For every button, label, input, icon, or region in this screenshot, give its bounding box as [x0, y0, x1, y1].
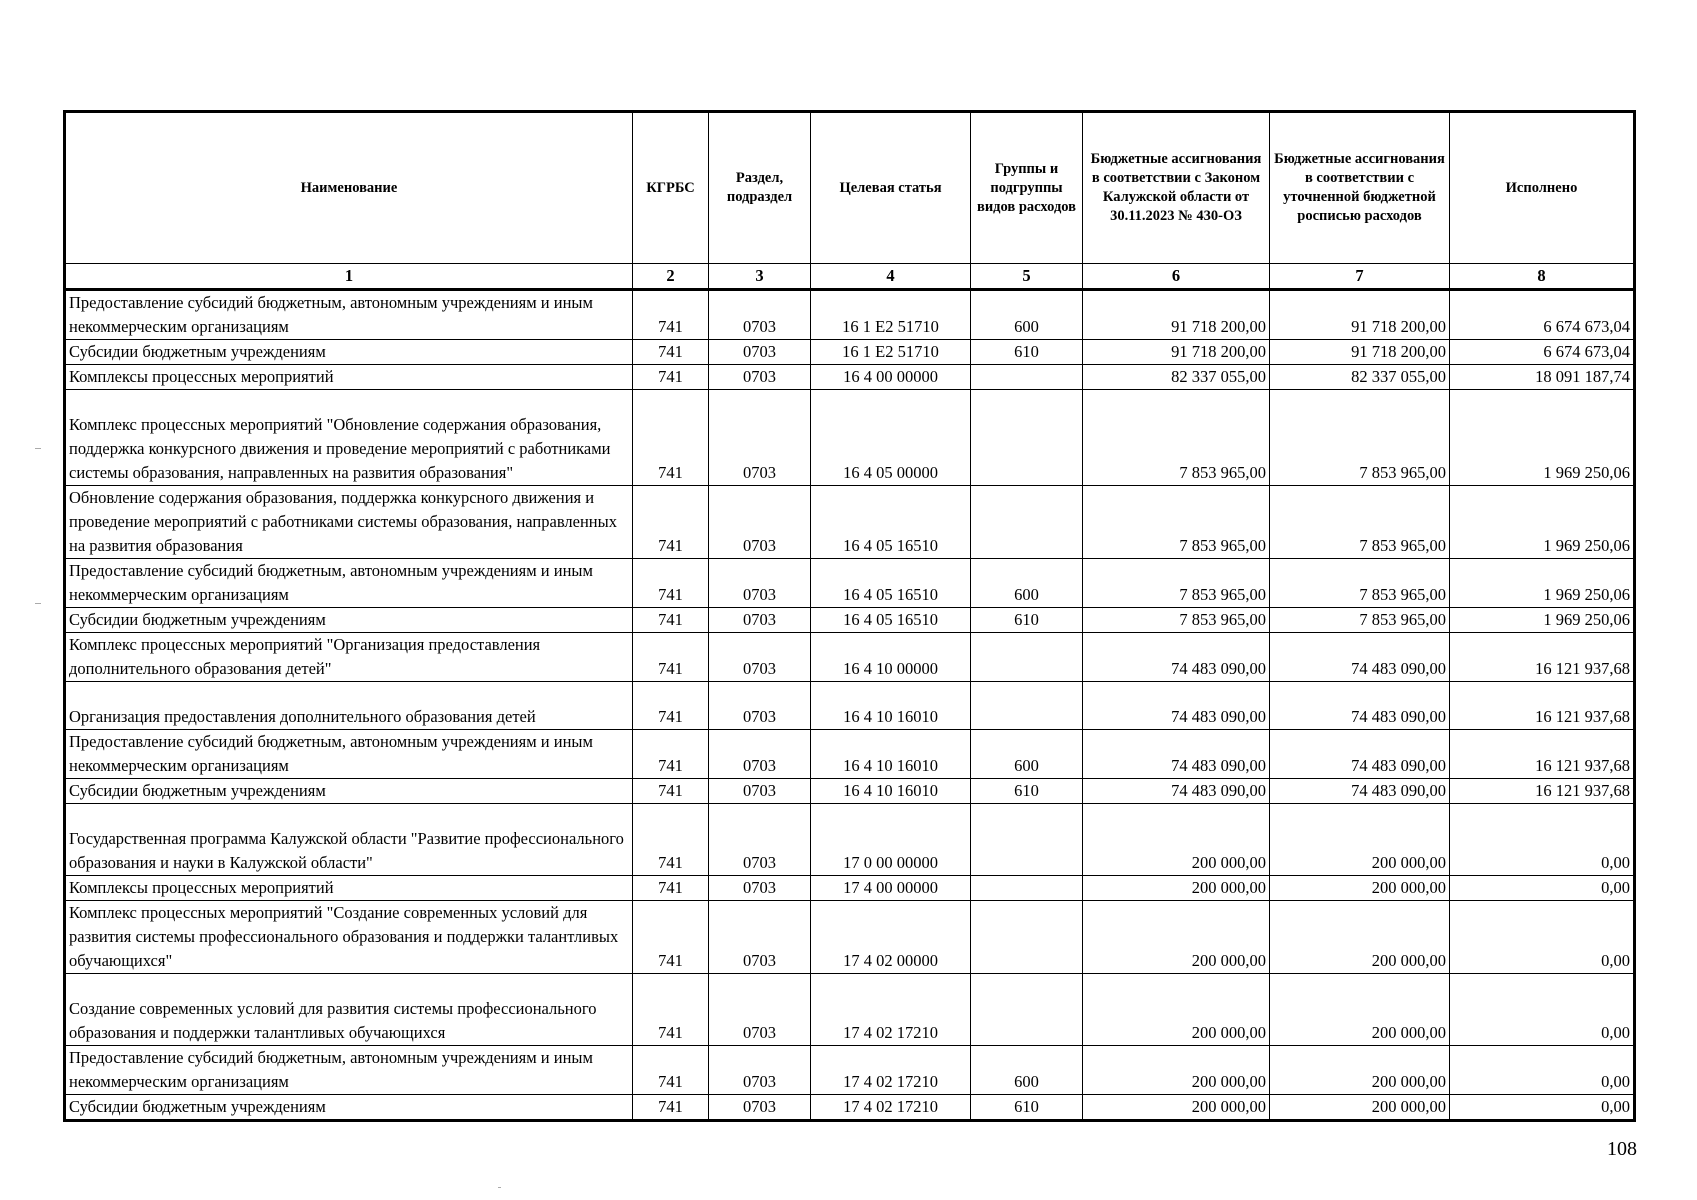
row-expense-group	[971, 901, 1083, 974]
row-kgrbs: 741	[633, 779, 709, 804]
table-row	[65, 340, 1635, 365]
row-executed: 1 969 250,06	[1450, 608, 1635, 633]
row-kgrbs: 741	[633, 486, 709, 559]
row-expense-group: 610	[971, 340, 1083, 365]
row-target-article: 17 4 02 17210	[811, 1095, 971, 1121]
table-row	[65, 559, 1635, 608]
table-row	[65, 633, 1635, 682]
row-executed: 6 674 673,04	[1450, 340, 1635, 365]
row-name: Государственная программа Калужской области "Развитие профессионального образования и науки в Калужской области"	[65, 804, 633, 876]
row-target-article: 16 1 E2 51710	[811, 340, 971, 365]
row-expense-group: 610	[971, 608, 1083, 633]
row-expense-group	[971, 682, 1083, 730]
row-target-article: 16 4 05 00000	[811, 390, 971, 486]
row-name: Создание современных условий для развития системы профессионального образования и поддержки талантливых обучающихся	[65, 974, 633, 1046]
row-section: 0703	[709, 608, 811, 633]
header-refined-allocations: Бюджетные ассигнования в соответствии с уточненной бюджетной росписью расходов	[1270, 112, 1450, 264]
row-law-allocation: 200 000,00	[1083, 901, 1270, 974]
row-refined-allocation: 82 337 055,00	[1270, 365, 1450, 390]
column-number: 3	[709, 264, 811, 290]
row-kgrbs: 741	[633, 804, 709, 876]
table-row	[65, 1095, 1635, 1121]
row-section: 0703	[709, 804, 811, 876]
row-kgrbs: 741	[633, 340, 709, 365]
row-section: 0703	[709, 559, 811, 608]
row-target-article: 16 4 05 16510	[811, 608, 971, 633]
row-section: 0703	[709, 633, 811, 682]
row-target-article: 17 4 02 17210	[811, 974, 971, 1046]
row-law-allocation: 7 853 965,00	[1083, 608, 1270, 633]
table-row	[65, 1046, 1635, 1095]
row-executed: 6 674 673,04	[1450, 290, 1635, 340]
row-expense-group	[971, 633, 1083, 682]
row-section: 0703	[709, 974, 811, 1046]
row-expense-group	[971, 486, 1083, 559]
row-refined-allocation: 74 483 090,00	[1270, 682, 1450, 730]
row-kgrbs: 741	[633, 290, 709, 340]
row-law-allocation: 74 483 090,00	[1083, 730, 1270, 779]
table-row	[65, 390, 1635, 486]
row-kgrbs: 741	[633, 974, 709, 1046]
row-target-article: 17 4 00 00000	[811, 876, 971, 901]
row-law-allocation: 200 000,00	[1083, 804, 1270, 876]
row-refined-allocation: 200 000,00	[1270, 901, 1450, 974]
row-kgrbs: 741	[633, 901, 709, 974]
scan-mark	[498, 1187, 501, 1188]
row-kgrbs: 741	[633, 633, 709, 682]
header-target-article: Целевая статья	[811, 112, 971, 264]
row-refined-allocation: 7 853 965,00	[1270, 559, 1450, 608]
row-section: 0703	[709, 290, 811, 340]
row-refined-allocation: 200 000,00	[1270, 974, 1450, 1046]
row-executed: 1 969 250,06	[1450, 390, 1635, 486]
row-section: 0703	[709, 1046, 811, 1095]
row-kgrbs: 741	[633, 559, 709, 608]
budget-table	[63, 110, 1636, 1122]
row-target-article: 16 4 05 16510	[811, 559, 971, 608]
row-expense-group: 600	[971, 1046, 1083, 1095]
page-number: 108	[1607, 1138, 1637, 1160]
scan-mark	[35, 603, 41, 604]
table-row	[65, 608, 1635, 633]
row-refined-allocation: 91 718 200,00	[1270, 340, 1450, 365]
row-law-allocation: 200 000,00	[1083, 974, 1270, 1046]
column-number: 6	[1083, 264, 1270, 290]
row-refined-allocation: 200 000,00	[1270, 804, 1450, 876]
row-refined-allocation: 200 000,00	[1270, 1095, 1450, 1121]
row-law-allocation: 82 337 055,00	[1083, 365, 1270, 390]
column-number-row	[65, 264, 1635, 290]
row-kgrbs: 741	[633, 682, 709, 730]
row-name: Комплекс процессных мероприятий "Создание современных условий для развития системы профессионального образования и поддержки талантливых обучающихся"	[65, 901, 633, 974]
row-name: Субсидии бюджетным учреждениям	[65, 1095, 633, 1121]
row-refined-allocation: 200 000,00	[1270, 1046, 1450, 1095]
row-section: 0703	[709, 730, 811, 779]
header-kgrbs: КГРБС	[633, 112, 709, 264]
table-row	[65, 804, 1635, 876]
row-target-article: 17 4 02 17210	[811, 1046, 971, 1095]
row-law-allocation: 200 000,00	[1083, 1046, 1270, 1095]
row-kgrbs: 741	[633, 365, 709, 390]
row-target-article: 16 1 E2 51710	[811, 290, 971, 340]
row-section: 0703	[709, 486, 811, 559]
row-name: Субсидии бюджетным учреждениям	[65, 608, 633, 633]
row-target-article: 16 4 10 16010	[811, 730, 971, 779]
row-name: Комплекс процессных мероприятий "Обновление содержания образования, поддержка конкурсного движения и проведение мероприятий с работниками системы образования, направленных на развития образования"	[65, 390, 633, 486]
row-executed: 0,00	[1450, 876, 1635, 901]
row-executed: 1 969 250,06	[1450, 486, 1635, 559]
row-refined-allocation: 7 853 965,00	[1270, 390, 1450, 486]
row-section: 0703	[709, 779, 811, 804]
row-section: 0703	[709, 340, 811, 365]
row-executed: 0,00	[1450, 974, 1635, 1046]
row-executed: 16 121 937,68	[1450, 633, 1635, 682]
row-executed: 0,00	[1450, 1046, 1635, 1095]
row-name: Субсидии бюджетным учреждениям	[65, 779, 633, 804]
column-number: 1	[65, 264, 633, 290]
row-law-allocation: 7 853 965,00	[1083, 390, 1270, 486]
table-row	[65, 876, 1635, 901]
row-executed: 0,00	[1450, 804, 1635, 876]
table-row	[65, 682, 1635, 730]
row-kgrbs: 741	[633, 1046, 709, 1095]
row-section: 0703	[709, 876, 811, 901]
row-executed: 16 121 937,68	[1450, 779, 1635, 804]
row-section: 0703	[709, 365, 811, 390]
row-target-article: 16 4 10 16010	[811, 779, 971, 804]
table-row	[65, 486, 1635, 559]
row-name: Организация предоставления дополнительного образования детей	[65, 682, 633, 730]
row-expense-group	[971, 876, 1083, 901]
row-expense-group: 600	[971, 730, 1083, 779]
column-number: 8	[1450, 264, 1635, 290]
row-name: Предоставление субсидий бюджетным, автономным учреждениям и иным некоммерческим организациям	[65, 559, 633, 608]
row-law-allocation: 74 483 090,00	[1083, 779, 1270, 804]
row-executed: 16 121 937,68	[1450, 730, 1635, 779]
row-target-article: 16 4 10 00000	[811, 633, 971, 682]
row-section: 0703	[709, 390, 811, 486]
row-refined-allocation: 200 000,00	[1270, 876, 1450, 901]
header-section: Раздел, подраздел	[709, 112, 811, 264]
row-law-allocation: 91 718 200,00	[1083, 290, 1270, 340]
row-target-article: 16 4 10 16010	[811, 682, 971, 730]
row-target-article: 16 4 00 00000	[811, 365, 971, 390]
row-expense-group	[971, 974, 1083, 1046]
row-expense-group	[971, 804, 1083, 876]
row-kgrbs: 741	[633, 876, 709, 901]
row-expense-group	[971, 365, 1083, 390]
row-name: Комплекс процессных мероприятий "Организация предоставления дополнительного образования детей"	[65, 633, 633, 682]
row-law-allocation: 7 853 965,00	[1083, 559, 1270, 608]
row-expense-group	[971, 390, 1083, 486]
row-law-allocation: 74 483 090,00	[1083, 682, 1270, 730]
row-refined-allocation: 74 483 090,00	[1270, 779, 1450, 804]
row-section: 0703	[709, 682, 811, 730]
row-target-article: 16 4 05 16510	[811, 486, 971, 559]
row-kgrbs: 741	[633, 390, 709, 486]
header-expense-groups: Группы и подгруппы видов расходов	[971, 112, 1083, 264]
row-target-article: 17 4 02 00000	[811, 901, 971, 974]
table-row	[65, 730, 1635, 779]
row-refined-allocation: 7 853 965,00	[1270, 608, 1450, 633]
row-kgrbs: 741	[633, 730, 709, 779]
column-number: 7	[1270, 264, 1450, 290]
table-body	[65, 290, 1635, 1121]
table-row	[65, 365, 1635, 390]
row-expense-group: 600	[971, 559, 1083, 608]
row-name: Предоставление субсидий бюджетным, автономным учреждениям и иным некоммерческим организациям	[65, 1046, 633, 1095]
column-number: 5	[971, 264, 1083, 290]
row-name: Обновление содержания образования, поддержка конкурсного движения и проведение мероприятий с работниками системы образования, направленных на развития образования	[65, 486, 633, 559]
table-row	[65, 901, 1635, 974]
row-executed: 0,00	[1450, 901, 1635, 974]
row-executed: 18 091 187,74	[1450, 365, 1635, 390]
column-number: 2	[633, 264, 709, 290]
table-row	[65, 974, 1635, 1046]
row-kgrbs: 741	[633, 1095, 709, 1121]
row-name: Комплексы процессных мероприятий	[65, 876, 633, 901]
table-row	[65, 290, 1635, 340]
row-law-allocation: 7 853 965,00	[1083, 486, 1270, 559]
row-section: 0703	[709, 901, 811, 974]
header-name: Наименование	[65, 112, 633, 264]
table-row	[65, 779, 1635, 804]
row-refined-allocation: 74 483 090,00	[1270, 730, 1450, 779]
row-refined-allocation: 91 718 200,00	[1270, 290, 1450, 340]
row-refined-allocation: 7 853 965,00	[1270, 486, 1450, 559]
row-law-allocation: 74 483 090,00	[1083, 633, 1270, 682]
row-target-article: 17 0 00 00000	[811, 804, 971, 876]
row-expense-group: 610	[971, 1095, 1083, 1121]
row-executed: 1 969 250,06	[1450, 559, 1635, 608]
header-row	[65, 112, 1635, 264]
row-name: Предоставление субсидий бюджетным, автономным учреждениям и иным некоммерческим организациям	[65, 290, 633, 340]
row-expense-group: 600	[971, 290, 1083, 340]
row-law-allocation: 200 000,00	[1083, 1095, 1270, 1121]
row-law-allocation: 200 000,00	[1083, 876, 1270, 901]
row-executed: 16 121 937,68	[1450, 682, 1635, 730]
scan-mark	[35, 448, 41, 449]
header-executed: Исполнено	[1450, 112, 1635, 264]
column-number: 4	[811, 264, 971, 290]
row-section: 0703	[709, 1095, 811, 1121]
row-name: Комплексы процессных мероприятий	[65, 365, 633, 390]
row-law-allocation: 91 718 200,00	[1083, 340, 1270, 365]
row-expense-group: 610	[971, 779, 1083, 804]
header-law-allocations: Бюджетные ассигнования в соответствии с Законом Калужской области от 30.11.2023 № 430-ОЗ	[1083, 112, 1270, 264]
row-refined-allocation: 74 483 090,00	[1270, 633, 1450, 682]
row-name: Субсидии бюджетным учреждениям	[65, 340, 633, 365]
row-executed: 0,00	[1450, 1095, 1635, 1121]
row-kgrbs: 741	[633, 608, 709, 633]
row-name: Предоставление субсидий бюджетным, автономным учреждениям и иным некоммерческим организациям	[65, 730, 633, 779]
